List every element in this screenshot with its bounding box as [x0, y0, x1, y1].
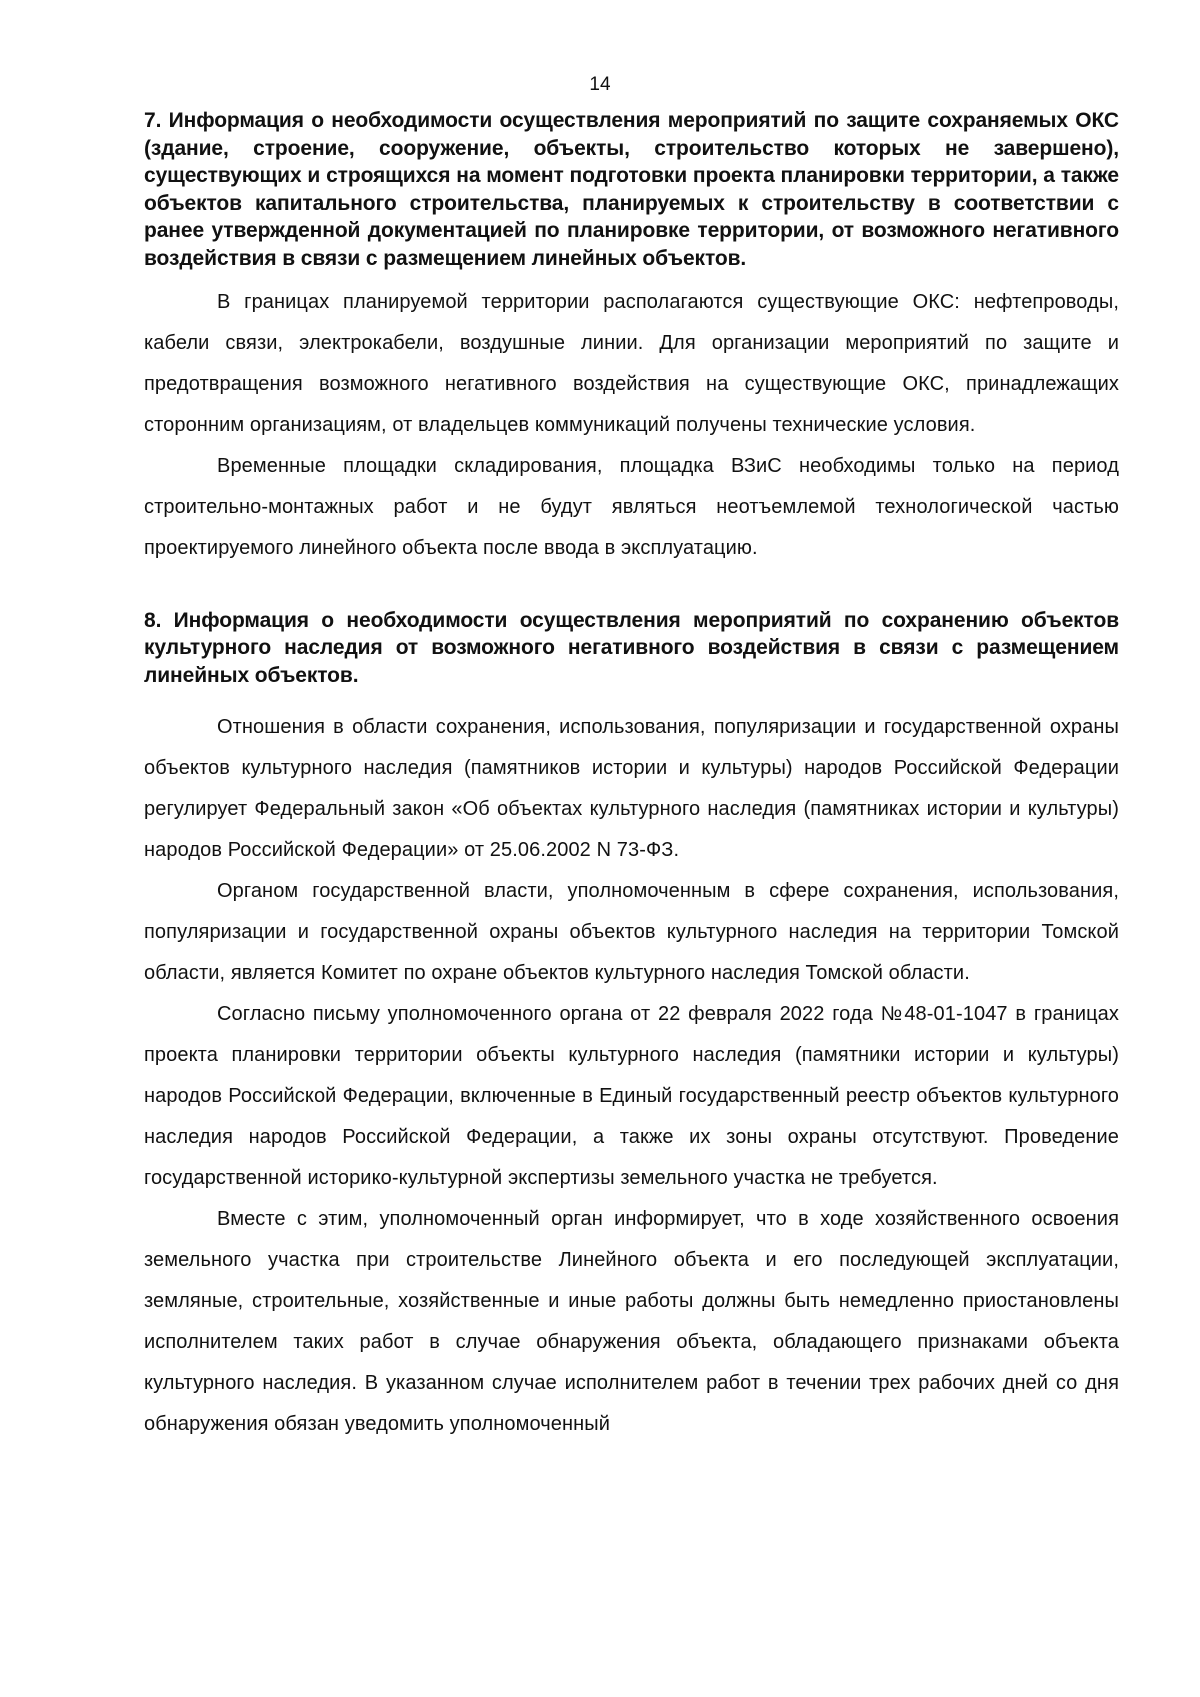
paragraph: Вместе с этим, уполномоченный орган информирует, что в ходе хозяйственного освоения земельного участка при строительстве Линейного объекта и его последующей эксплуатации, земляные, строительные, хозяйственные и иные работы должны быть немедленно приостановлены исполнителем таких работ в случае обнаружения объекта, обладающего признаками объекта культурного наследия. В указанном случае исполнителем работ в течении трех рабочих дней со дня обнаружения обязан уведомить уполномоченный — [144, 1208, 1119, 1436]
paragraph: Согласно письму уполномоченного органа от 22 февраля 2022 года №48-01-1047 в границах проекта планировки территории объекты культурного наследия (памятники истории и культуры) народов Российской Федерации, включенные в Единый государственный реестр объектов культурного наследия народов Российской Федерации, а также их зоны охраны отсутствуют. Проведение государственной историко-культурной экспертизы земельного участка не требуется. — [144, 1003, 1119, 1190]
page-content — [144, 107, 1119, 1445]
paragraph: Отношения в области сохранения, использования, популяризации и государственной охраны объектов культурного наследия (памятников истории и культуры) народов Российской Федерации регулирует Федеральный закон «Об объектах культурного наследия (памятниках истории и культуры) народов Российской Федерации» от 25.06.2002 N 73-ФЗ. — [144, 716, 1119, 862]
paragraph: Органом государственной власти, уполномоченным в сфере сохранения, использования, популяризации и государственной охраны объектов культурного наследия на территории Томской области, является Комитет по охране объектов культурного наследия Томской области. — [144, 880, 1119, 985]
section-heading: 7. Информация о необходимости осуществления мероприятий по защите сохраняемых ОКС (здание, строение, сооружение, объекты, строительство которых не завершено), существующих и строящихся на момент подготовки проекта планировки территории, а также объектов капитального строительства, планируемых к строительству в соответствии с ранее утвержденной документацией по планировке территории, от возможного негативного воздействия в связи с размещением линейных объектов. — [144, 109, 1119, 270]
section-heading: 8. Информация о необходимости осуществления мероприятий по сохранению объектов культурного наследия от возможного негативного воздействия в связи с размещением линейных объектов. — [144, 608, 1119, 687]
section-7 — [144, 107, 1119, 569]
section-8 — [144, 607, 1119, 1446]
paragraph: В границах планируемой территории располагаются существующие ОКС: нефтепроводы, кабели связи, электрокабели, воздушные линии. Для организации мероприятий по защите и предотвращения возможного негативного воздействия на существующие ОКС, принадлежащих сторонним организациям, от владельцев коммуникаций получены технические условия. — [144, 290, 1119, 436]
page-number: 14 — [589, 74, 611, 95]
paragraph: Временные площадки складирования, площадка ВЗиС необходимы только на период строительно-монтажных работ и не будут являться неотъемлемой технологической частью проектируемого линейного объекта после ввода в эксплуатацию. — [144, 454, 1119, 559]
